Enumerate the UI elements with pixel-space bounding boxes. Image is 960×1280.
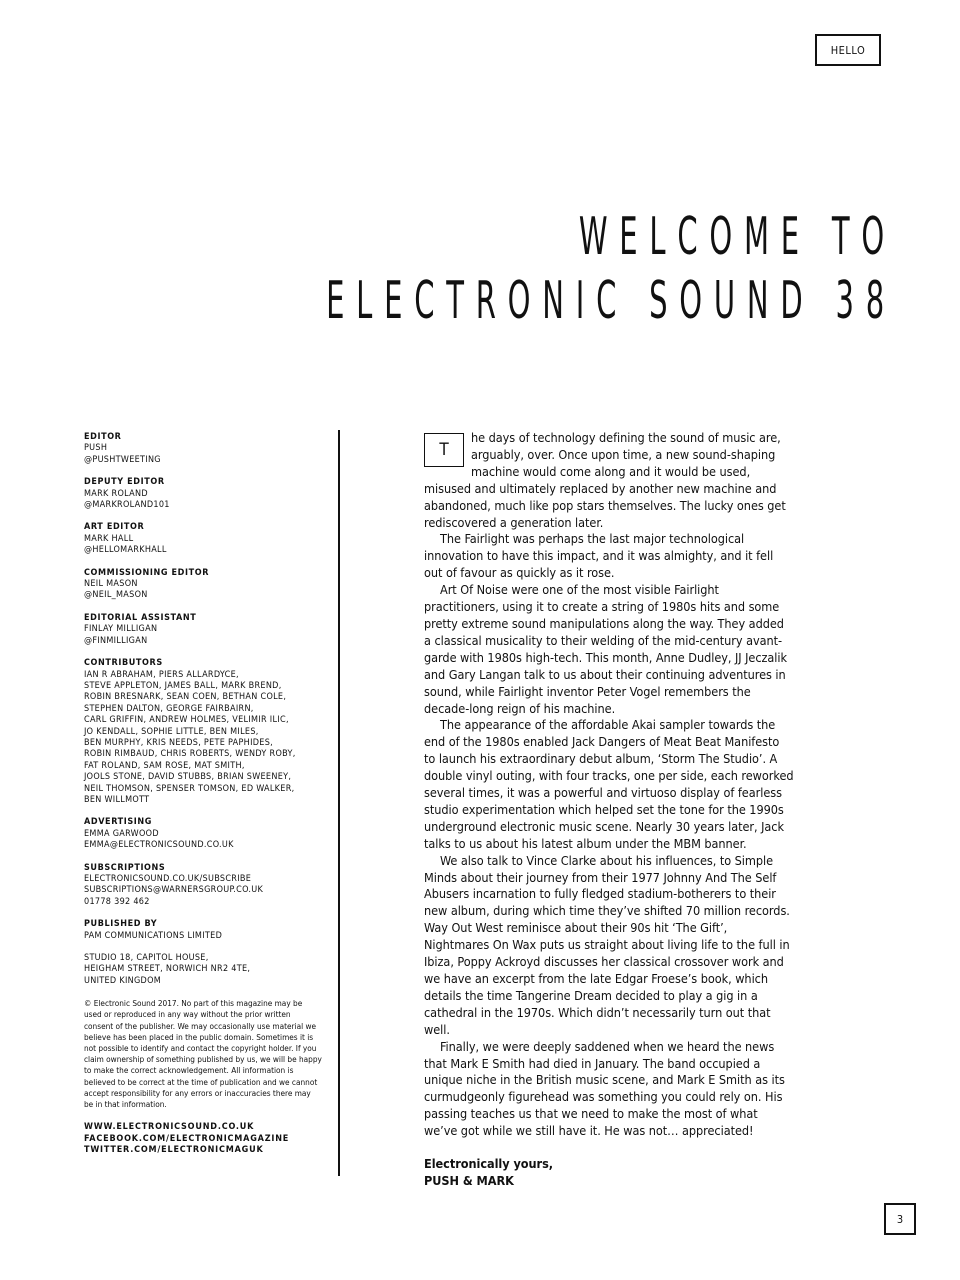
credit-block xyxy=(84,953,322,987)
credits-sidebar xyxy=(84,432,322,1157)
credit-line: ROBIN RIMBAUD, CHRIS ROBERTS, WENDY ROBY, xyxy=(84,749,296,760)
credit-line: @PUSHTWEETING xyxy=(84,454,161,465)
section-tag: HELLO xyxy=(815,34,881,66)
link-twitter[interactable]: TWITTER.COM/ELECTRONICMAGUK xyxy=(84,1145,264,1156)
credit-line: FINLAY MILLIGAN xyxy=(84,624,158,635)
credit-line: NEIL THOMSON, SPENSER TOMSON, ED WALKER, xyxy=(84,783,295,794)
credit-block xyxy=(84,919,322,942)
signoff xyxy=(424,1156,794,1190)
article-paragraph: Finally, we were deeply saddened when we heard the news that Mark E Smith had died in January. The band occupied a unique niche in the British music scene, and Mark E Smith as its curmudgeonly figurehead was something you could rely on. His passing teaches us that we need to make the most of what we’ve got while we still have it. He was not… appreciated! xyxy=(424,1038,785,1139)
credit-title: CONTRIBUTORS xyxy=(84,658,163,669)
credit-line: EMMA@ELECTRONICSOUND.CO.UK xyxy=(84,840,234,851)
signoff-line: Electronically yours, xyxy=(424,1156,554,1172)
credit-title: ART EDITOR xyxy=(84,522,145,533)
credit-line: HEIGHAM STREET, NORWICH NR2 4TE, xyxy=(84,964,251,975)
signoff-names: PUSH & MARK xyxy=(424,1172,514,1188)
credit-title: SUBSCRIPTIONS xyxy=(84,862,166,873)
credit-line: MARK ROLAND xyxy=(84,488,148,499)
credit-line: @MARKROLAND101 xyxy=(84,500,170,511)
credit-block xyxy=(84,477,322,511)
first-paragraph-text: he days of technology defining the sound of music are, arguably, over. Once upon time, a new sound-shaping machine would come along and it would be used, misused and ultimately replaced by another new machine and abandoned, much like pop stars themselves. The lucky ones get rediscovered a generation later. xyxy=(424,430,786,530)
link-facebook[interactable]: FACEBOOK.COM/ELECTRONICMAGAZINE xyxy=(84,1133,290,1144)
credit-line: 01778 392 462 xyxy=(84,896,150,907)
credit-block xyxy=(84,658,322,806)
credit-line: ROBIN BRESNARK, SEAN COEN, BETHAN COLE, xyxy=(84,692,287,703)
credits-list xyxy=(84,432,322,987)
credit-line: PUSH xyxy=(84,443,108,454)
credit-line: CARL GRIFFIN, ANDREW HOLMES, VELIMIR ILIC, xyxy=(84,715,289,726)
credit-line: STEVE APPLETON, JAMES BALL, MARK BREND, xyxy=(84,680,282,691)
page-headline xyxy=(325,205,896,333)
credit-line: MARK HALL xyxy=(84,533,134,544)
credit-line: IAN R ABRAHAM, PIERS ALLARDYCE, xyxy=(84,669,239,680)
column-divider xyxy=(338,430,340,1176)
credit-line: @NEIL_MASON xyxy=(84,590,148,601)
credit-line: FAT ROLAND, SAM ROSE, MAT SMITH, xyxy=(84,760,245,771)
drop-cap: T xyxy=(424,433,464,467)
article-paragraph: The Fairlight was perhaps the last major technological innovation to have this impact, and it was almighty, and it fell out of favour as quickly as it rose. xyxy=(424,531,774,581)
credit-line: STUDIO 18, CAPITOL HOUSE, xyxy=(84,953,209,964)
credit-title: EDITORIAL ASSISTANT xyxy=(84,612,197,623)
credit-line: @HELLOMARKHALL xyxy=(84,545,167,556)
credit-block xyxy=(84,613,322,647)
credit-block xyxy=(84,568,322,602)
headline-line-1: WELCOME TO xyxy=(578,207,896,267)
article-paragraph: Art Of Noise were one of the most visible Fairlight practitioners, using it to create a string of 1980s hits and some pretty extreme sound manipulations along the way. They added a classical musicality to their welding of the mid-century avant-garde with 1980s high-tech. This month, Anne Dudley, JJ Jeczalik and Gary Langan talk to us about their continuing adventures in sound, while Fairlight inventor Peter Vogel remembers the decade-long reign of his machine. xyxy=(424,582,788,716)
credit-block xyxy=(84,817,322,851)
credit-block xyxy=(84,863,322,909)
credit-line: UNITED KINGDOM xyxy=(84,975,162,986)
credit-line: JOOLS STONE, DAVID STUBBS, BRIAN SWEENEY, xyxy=(84,772,292,783)
credit-line: BEN WILLMOTT xyxy=(84,794,150,805)
article-paragraph xyxy=(424,430,794,531)
credit-line: BEN MURPHY, KRIS NEEDS, PETE PAPHIDES, xyxy=(84,737,274,748)
page-number: 3 xyxy=(884,1203,916,1235)
credit-title: COMMISSIONING EDITOR xyxy=(84,567,210,578)
credit-line: SUBSCRIPTIONS@WARNERSGROUP.CO.UK xyxy=(84,885,264,896)
credit-line: STEPHEN DALTON, GEORGE FAIRBAIRN, xyxy=(84,703,254,714)
link-website[interactable]: WWW.ELECTRONICSOUND.CO.UK xyxy=(84,1122,255,1133)
credit-line: JO KENDALL, SOPHIE LITTLE, BEN MILES, xyxy=(84,726,259,737)
credit-block xyxy=(84,522,322,556)
credit-title: DEPUTY EDITOR xyxy=(84,477,165,488)
credit-block xyxy=(84,432,322,466)
editorial-article xyxy=(424,430,794,1190)
article-paragraph: We also talk to Vince Clarke about his influences, to Simple Minds about their journey from their 1977 Johnny And The Self Abusers incarnation to fully fledged stadium-botherers to their new album, during which time they’ve shifted 70 million records. Way Out West reminisce about their 90s hit ‘The Gift’, Nightmares On Wax puts us straight about living life to the full in Ibiza, Poppy Ackroyd discusses her classical crossover work and we have an excerpt from the late Edgar Froese’s book, which details the time Tangerine Dream decided to play a gig in a cathedral in the 1970s. Which didn’t necessarily turn out that well. xyxy=(424,852,790,1037)
credit-line: NEIL MASON xyxy=(84,579,138,590)
copyright-notice: © Electronic Sound 2017. No part of this magazine may be used or reproduced in any way without the prior written consent of the publisher. We may occasionally use material we believe has been placed in the public domain. Sometimes it is not possible to identify and contact the copyright holder. If you claim ownership of something published by us, we will be happy to make the correct acknowledgement. All information is believed to be correct at the time of publication and we cannot accept responsibility for any errors or inaccuracies there may be in that information. xyxy=(84,998,322,1110)
credit-line: @FINMILLIGAN xyxy=(84,635,148,646)
web-links xyxy=(84,1122,322,1157)
credit-title: EDITOR xyxy=(84,432,122,442)
credit-title: ADVERTISING xyxy=(84,817,153,828)
headline-line-2: ELECTRONIC SOUND 38 xyxy=(325,271,896,331)
article-paragraph: The appearance of the affordable Akai sampler towards the end of the 1980s enabled Jack Dangers of Meat Beat Manifesto to launch his extraordinary debut album, ‘Storm The Studio’. A double vinyl outing, with four tracks, one per side, each reworked several times, it was a powerful and virtuoso display of fearless studio experimentation which helped set the tone for the 1990s underground electronic music scene. Nearly 30 years later, Jack talks to us about his latest album under the MBM banner. xyxy=(424,717,794,851)
credit-line: ELECTRONICSOUND.CO.UK/SUBSCRIBE xyxy=(84,874,252,884)
credit-title: PUBLISHED BY xyxy=(84,919,158,930)
credit-line: EMMA GARWOOD xyxy=(84,828,159,839)
credit-line: PAM COMMUNICATIONS LIMITED xyxy=(84,930,223,941)
